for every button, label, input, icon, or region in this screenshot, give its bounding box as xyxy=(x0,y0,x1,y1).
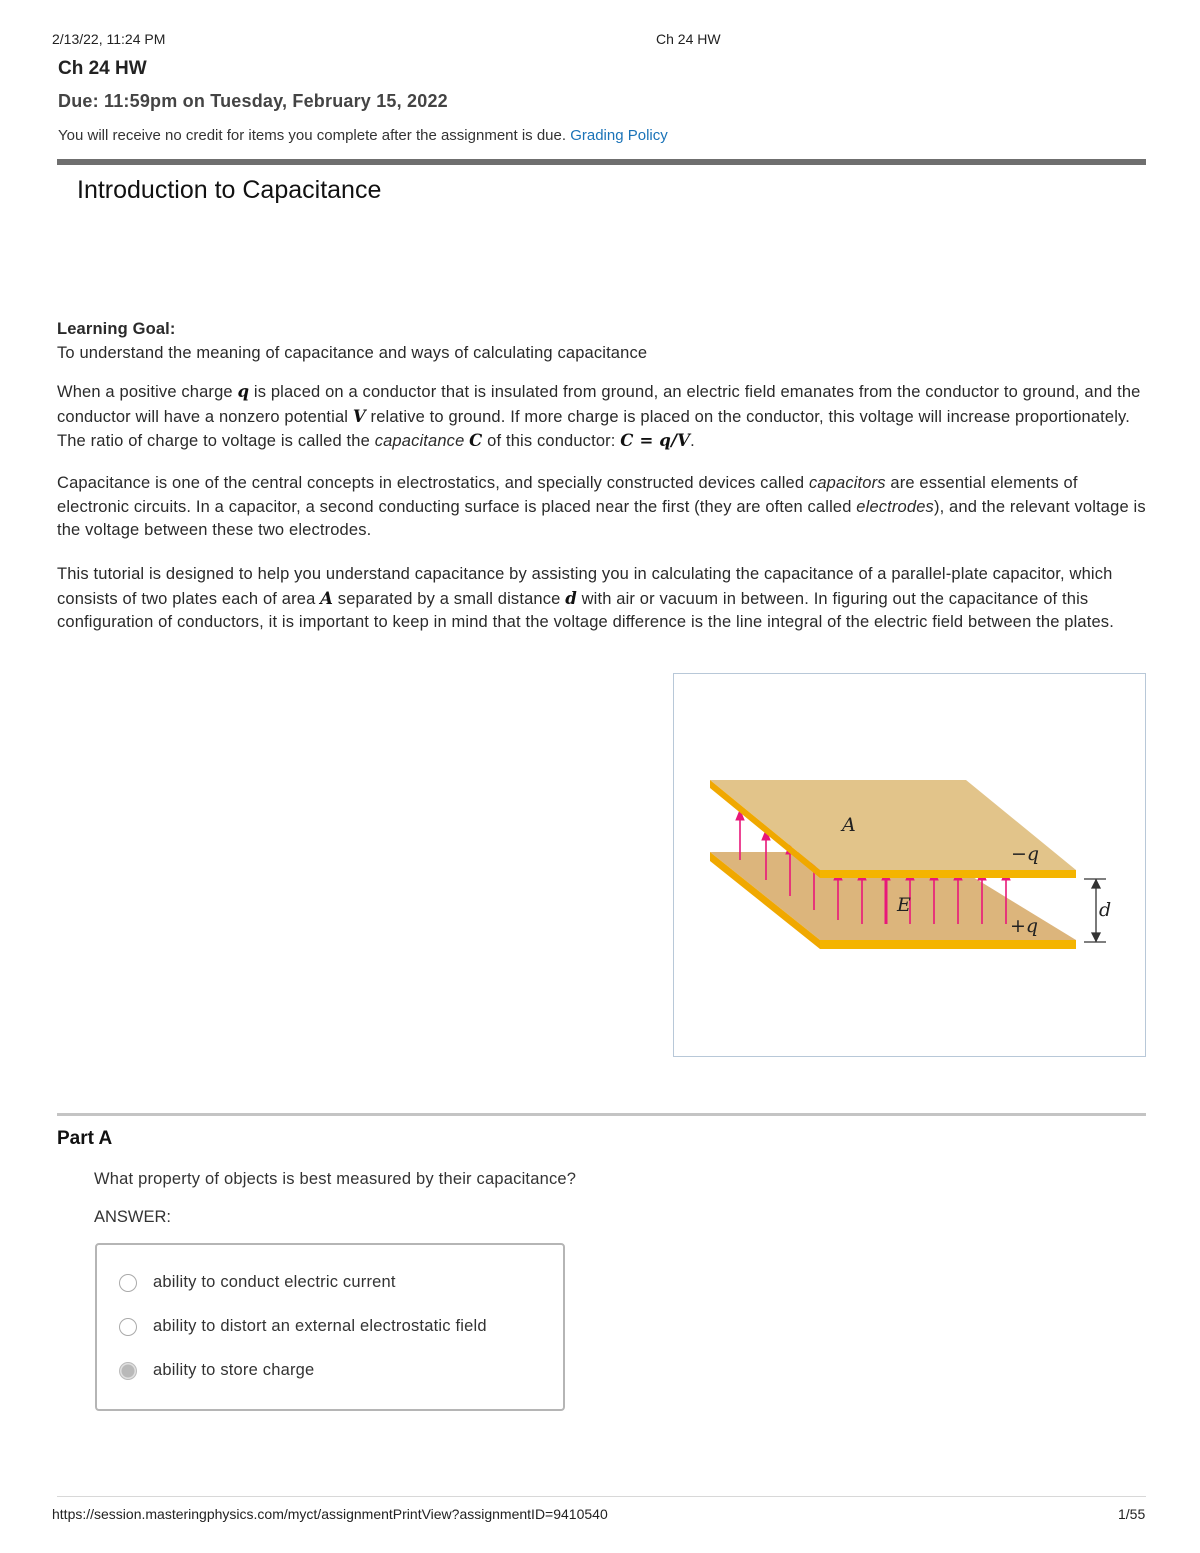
p3-text-b: separated by a small distance xyxy=(333,589,566,608)
part-divider xyxy=(57,1113,1146,1116)
assignment-title: Ch 24 HW xyxy=(58,58,147,79)
page-url: https://session.masteringphysics.com/myct/assignmentPrintView?assignmentID=9410540 xyxy=(52,1506,608,1522)
capacitor-figure xyxy=(673,673,1146,1057)
term-capacitors: capacitors xyxy=(808,474,886,492)
var-q: q xyxy=(237,382,250,401)
credit-note xyxy=(58,127,668,144)
distance-label: d xyxy=(1099,899,1112,921)
footer-divider xyxy=(57,1496,1146,1497)
answer-options-box xyxy=(95,1243,565,1411)
radio-button[interactable] xyxy=(119,1318,137,1336)
p3-text-c: with air or vacuum in between. In figuring out the capacitance of this configuration of conductors, it is important to keep in mind that the voltage difference is the line integral of the electric field between the plates. xyxy=(57,589,1114,631)
p1-text-a: When a positive charge xyxy=(57,383,238,401)
answer-option-conduct[interactable] xyxy=(119,1273,396,1292)
p1-text-c: relative to ground. If more charge is placed on the conductor, this voltage will increase proportionately. The ratio of charge to voltage is called the xyxy=(57,407,1130,450)
learning-goal-text: To understand the meaning of capacitance and ways of calculating capacitance xyxy=(57,344,648,362)
p1-text-d: of this conductor: xyxy=(482,432,621,450)
due-date: Due: 11:59pm on Tuesday, February 15, 2022 xyxy=(58,91,448,111)
p3-text-a: This tutorial is designed to help you understand capacitance by assisting you in calculating the capacitance of a parallel-plate capacitor, which consists of two plates each of area xyxy=(57,565,1113,608)
intro-paragraph-3 xyxy=(57,563,1147,635)
var-C: C xyxy=(469,431,483,450)
credit-note-text: You will receive no credit for items you complete after the assignment is due. xyxy=(58,127,567,144)
print-datetime: 2/13/22, 11:24 PM xyxy=(52,31,166,47)
var-A: A xyxy=(320,588,334,608)
positive-charge-label: +q xyxy=(1010,915,1039,937)
answer-option-distort[interactable] xyxy=(119,1317,487,1336)
problem-title: Introduction to Capacitance xyxy=(77,176,382,204)
term-electrodes: electrodes xyxy=(856,497,934,516)
p1-text-e: . xyxy=(690,432,695,450)
answer-label: ANSWER: xyxy=(94,1208,172,1226)
radio-button-selected[interactable] xyxy=(119,1362,137,1380)
p2-text-b: are essential elements of electronic circuits. In a capacitor, a second conducting surface is placed near the first (they are often called xyxy=(57,474,1078,516)
term-capacitance: capacitance xyxy=(374,432,465,450)
p2-text-c: ), and the relevant voltage is the voltage between these two electrodes. xyxy=(57,497,1146,539)
grading-policy-link[interactable]: Grading Policy xyxy=(570,127,668,144)
area-label: A xyxy=(842,814,856,836)
bottom-plate-front-edge xyxy=(820,940,1076,949)
learning-goal-label: Learning Goal: xyxy=(57,320,176,338)
part-a-title: Part A xyxy=(57,1128,113,1149)
capacitance-formula: C = q/V xyxy=(620,431,691,450)
part-a-question: What property of objects is best measured by their capacitance? xyxy=(94,1170,577,1188)
radio-button[interactable] xyxy=(119,1274,137,1292)
p1-text-b: is placed on a conductor that is insulated from ground, an electric field emanates from the conductor to ground, and the conductor will have a nonzero potential xyxy=(57,383,1141,426)
p2-text-a: Capacitance is one of the central concepts in electrostatics, and specially constructed devices called xyxy=(57,474,809,492)
negative-charge-label: −q xyxy=(1011,843,1040,865)
intro-paragraph-2 xyxy=(57,472,1147,543)
print-doc-title: Ch 24 HW xyxy=(656,31,721,47)
var-d: d xyxy=(565,588,577,608)
option-label: ability to conduct electric current xyxy=(153,1273,396,1291)
parallel-plate-diagram xyxy=(674,674,1145,1056)
option-label: ability to distort an external electrostatic field xyxy=(153,1317,487,1335)
var-V: V xyxy=(352,406,366,426)
page-number: 1/55 xyxy=(1118,1506,1146,1522)
intro-paragraph-1 xyxy=(57,380,1147,454)
header-divider xyxy=(57,159,1146,165)
answer-option-store-charge[interactable] xyxy=(119,1361,314,1380)
option-label: ability to store charge xyxy=(153,1361,315,1379)
field-label: E xyxy=(897,894,911,916)
top-plate-front-edge xyxy=(820,870,1076,878)
